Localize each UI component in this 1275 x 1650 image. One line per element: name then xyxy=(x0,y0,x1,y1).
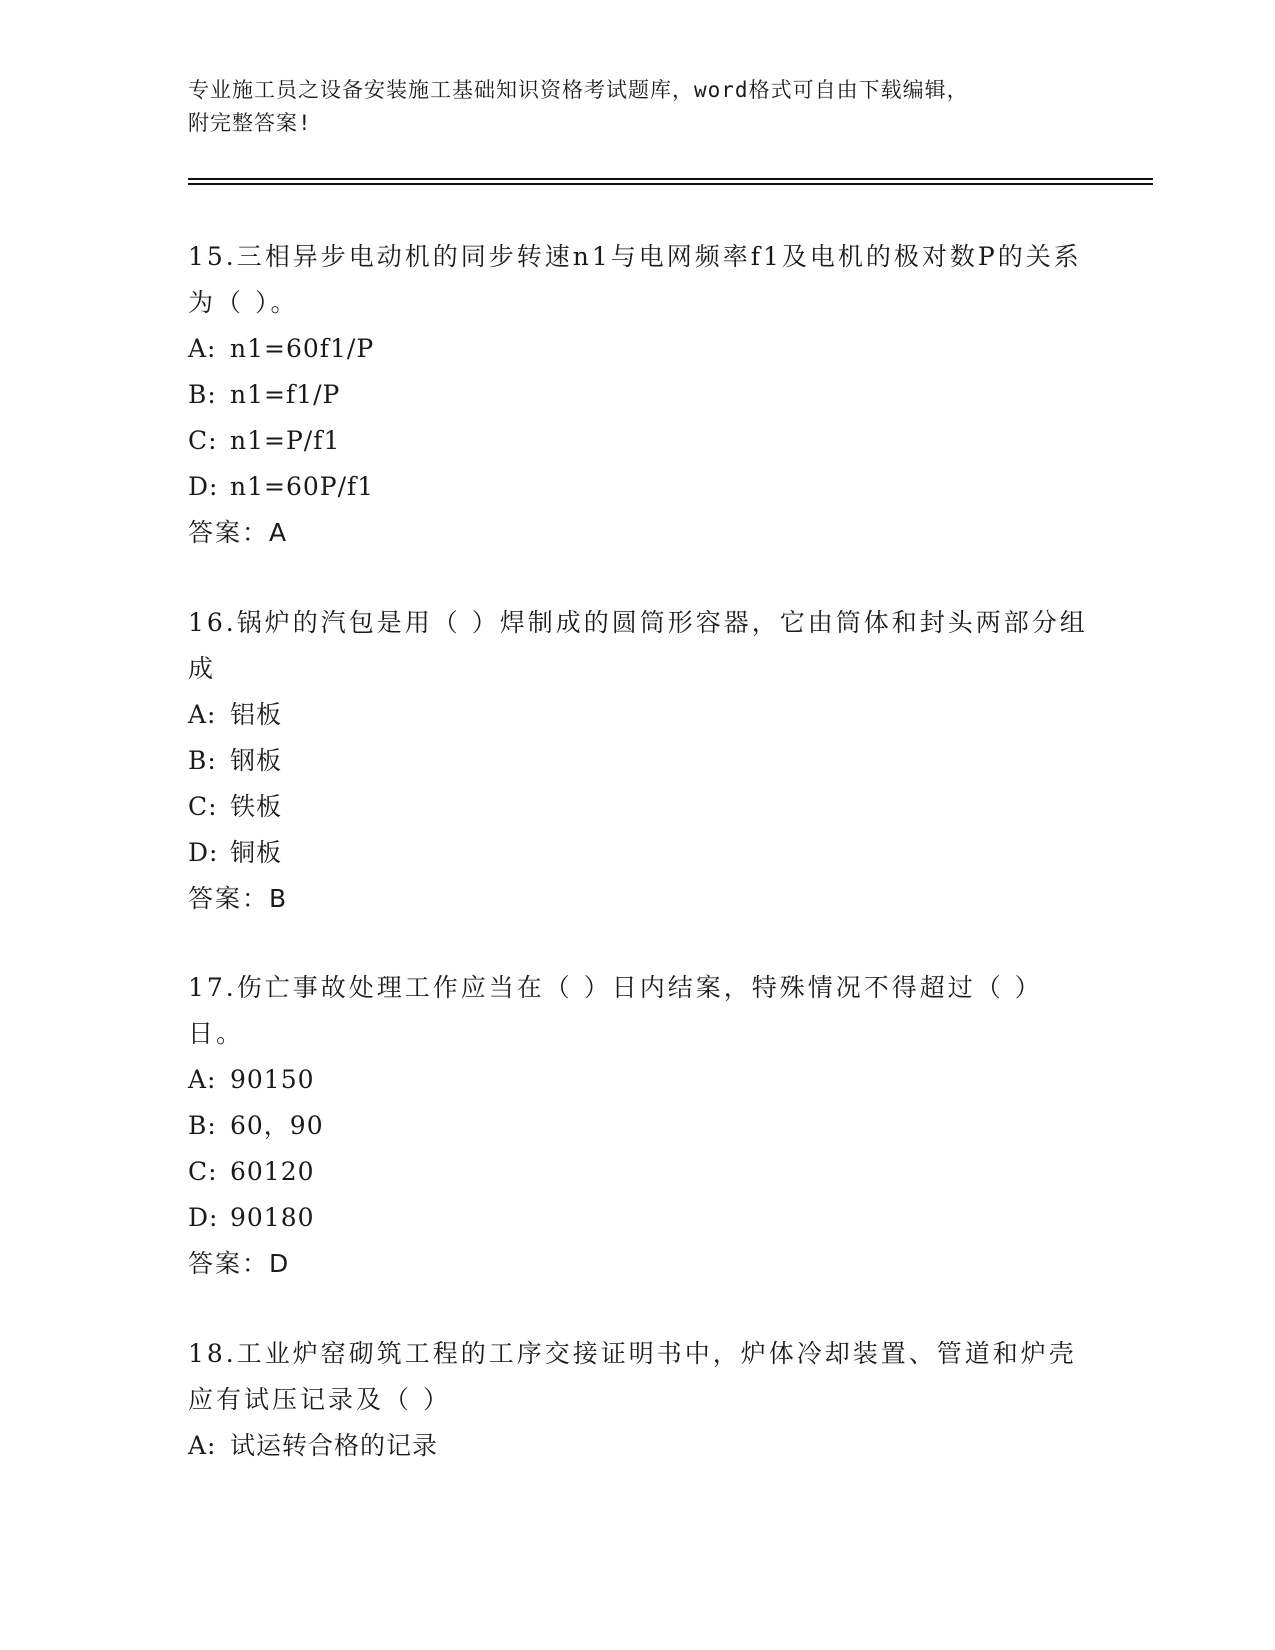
question-stem: 17.伤亡事故处理工作应当在（ ）日内结案，特殊情况不得超过（ ）日。 xyxy=(188,973,1043,1048)
option-letter: B: xyxy=(188,380,217,409)
option-c xyxy=(188,784,1088,830)
option-text: 60120 xyxy=(230,1157,315,1186)
option-a xyxy=(188,326,1088,372)
option-text: 铁板 xyxy=(230,792,283,821)
question-stem: 16.锅炉的汽包是用（ ）焊制成的圆筒形容器，它由筒体和封头两部分组成 xyxy=(188,608,1088,683)
option-text: 60，90 xyxy=(230,1111,324,1140)
option-text: n1=60f1/P xyxy=(230,334,375,363)
header-divider-top xyxy=(188,178,1153,180)
question-16 xyxy=(188,600,1088,922)
option-letter: A: xyxy=(188,1431,217,1460)
option-letter: C: xyxy=(188,1157,218,1186)
option-letter: C: xyxy=(188,426,218,455)
option-b xyxy=(188,1103,1088,1149)
answer-label: 答案：A xyxy=(188,518,289,547)
option-text: 铝板 xyxy=(230,700,283,729)
answer-label: 答案：B xyxy=(188,884,289,913)
question-stem: 18.工业炉窑砌筑工程的工序交接证明书中，炉体冷却装置、管道和炉壳应有试压记录及（ ） xyxy=(188,1339,1077,1414)
option-text: 试运转合格的记录 xyxy=(230,1431,439,1460)
option-text: 钢板 xyxy=(230,746,283,775)
option-letter: D: xyxy=(188,472,219,501)
option-letter: A: xyxy=(188,700,217,729)
option-letter: D: xyxy=(188,838,219,867)
option-a xyxy=(188,692,1088,738)
option-letter: A: xyxy=(188,334,217,363)
option-d xyxy=(188,1195,1088,1241)
option-b xyxy=(188,738,1088,784)
option-a xyxy=(188,1423,1088,1469)
answer-label: 答案：D xyxy=(188,1249,291,1278)
option-b xyxy=(188,372,1088,418)
header-divider-bottom xyxy=(188,183,1153,185)
question-15 xyxy=(188,234,1088,556)
option-text: n1=f1/P xyxy=(230,380,341,409)
option-letter: B: xyxy=(188,746,217,775)
option-text: n1=P/f1 xyxy=(230,426,341,455)
option-letter: C: xyxy=(188,792,218,821)
header-title-line2: 附完整答案! xyxy=(188,111,312,135)
header-title-line1: 专业施工员之设备安装施工基础知识资格考试题库，word格式可自由下载编辑， xyxy=(188,78,969,102)
question-18 xyxy=(188,1331,1088,1469)
question-17 xyxy=(188,965,1088,1287)
option-letter: A: xyxy=(188,1065,217,1094)
option-d xyxy=(188,830,1088,876)
option-d xyxy=(188,464,1088,510)
document-header xyxy=(188,74,1088,140)
option-c xyxy=(188,418,1088,464)
option-c xyxy=(188,1149,1088,1195)
question-stem: 15.三相异步电动机的同步转速n1与电网频率f1及电机的极对数P的关系为（ ）。 xyxy=(188,242,1082,317)
option-text: 铜板 xyxy=(230,838,283,867)
option-letter: B: xyxy=(188,1111,217,1140)
option-text: 90150 xyxy=(230,1065,315,1094)
option-a xyxy=(188,1057,1088,1103)
option-text: 90180 xyxy=(230,1203,315,1232)
option-text: n1=60P/f1 xyxy=(230,472,375,501)
option-letter: D: xyxy=(188,1203,219,1232)
